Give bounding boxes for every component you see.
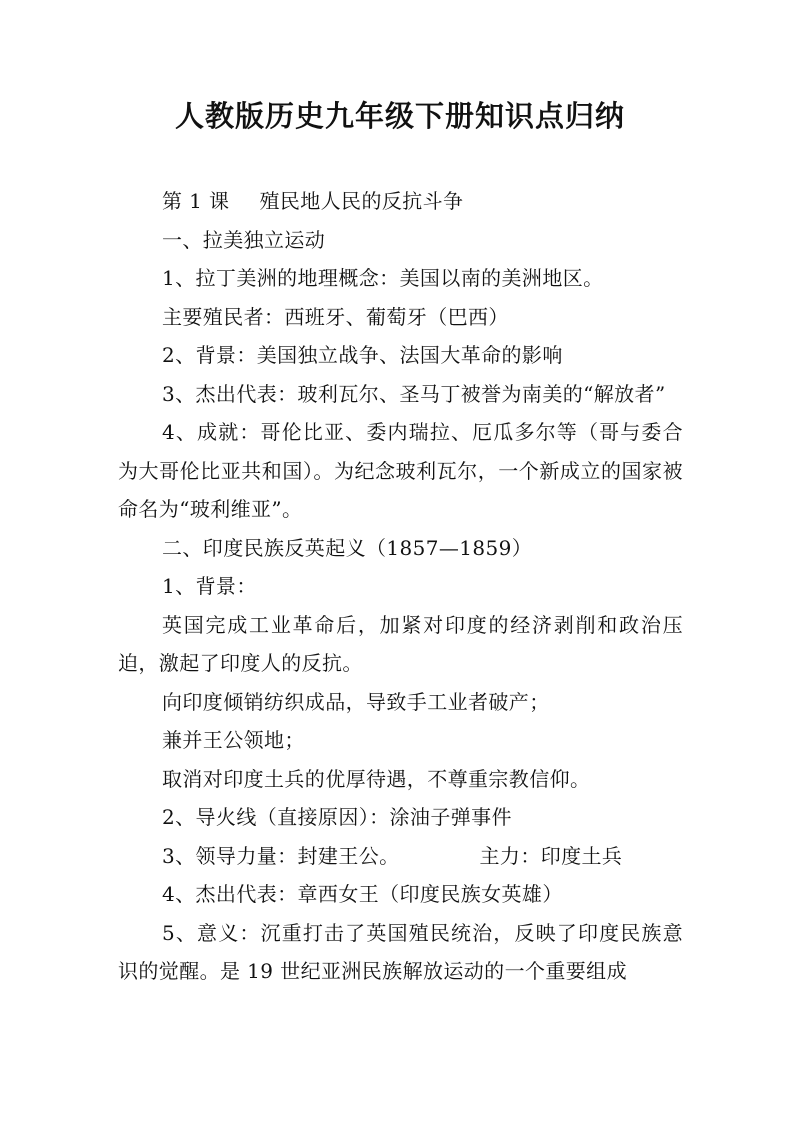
paragraph: 1、背景： — [162, 574, 257, 598]
paragraph: 3、杰出代表：玻利瓦尔、圣马丁被誉为南美的“解放者” — [162, 381, 666, 406]
paragraph: 4、杰出代表：章西女王（印度民族女英雄） — [162, 882, 563, 906]
document-body — [118, 182, 683, 991]
section-heading: 一、拉美独立运动 — [162, 227, 326, 252]
paragraph: 1、拉丁美洲的地理概念：美国以南的美洲地区。 — [162, 266, 604, 290]
paragraph: 5、意义：沉重打击了英国殖民统治，反映了印度民族意识的觉醒。是 19 世纪亚洲民族解放运动的一个重要组成 — [118, 920, 683, 983]
lesson-name: 殖民地人民的反抗斗争 — [259, 189, 464, 213]
paragraph: 向印度倾销纺织成品，导致手工业者破产； — [162, 689, 550, 714]
leadership-left: 3、领导力量：封建王公。 — [162, 843, 400, 868]
paragraph: 主要殖民者：西班牙、葡萄牙（巴西） — [162, 304, 509, 329]
paragraph: 2、背景：美国独立战争、法国大革命的影响 — [162, 343, 563, 367]
leadership-line — [118, 837, 683, 876]
lesson-heading — [118, 182, 683, 221]
paragraph: 取消对印度土兵的优厚待遇，不尊重宗教信仰。 — [162, 766, 591, 791]
lesson-number: 第 1 课 — [162, 189, 230, 213]
section-heading: 二、印度民族反英起义（1857—1859） — [162, 535, 533, 560]
document-title: 人教版历史九年级下册知识点归纳 — [174, 99, 625, 133]
paragraph: 英国完成工业革命后，加紧对印度的经济剥削和政治压迫，激起了印度人的反抗。 — [118, 612, 683, 675]
paragraph: 4、成就：哥伦比亚、委内瑞拉、厄瓜多尔等（哥与委合为大哥伦比亚共和国）。为纪念玻利瓦尔，一个新成立的国家被命名为“玻利维亚”。 — [118, 420, 683, 521]
paragraph: 2、导火线（直接原因）：涂油子弹事件 — [162, 805, 512, 829]
leadership-right: 主力：印度土兵 — [479, 843, 623, 868]
paragraph: 兼并王公领地； — [162, 728, 305, 752]
